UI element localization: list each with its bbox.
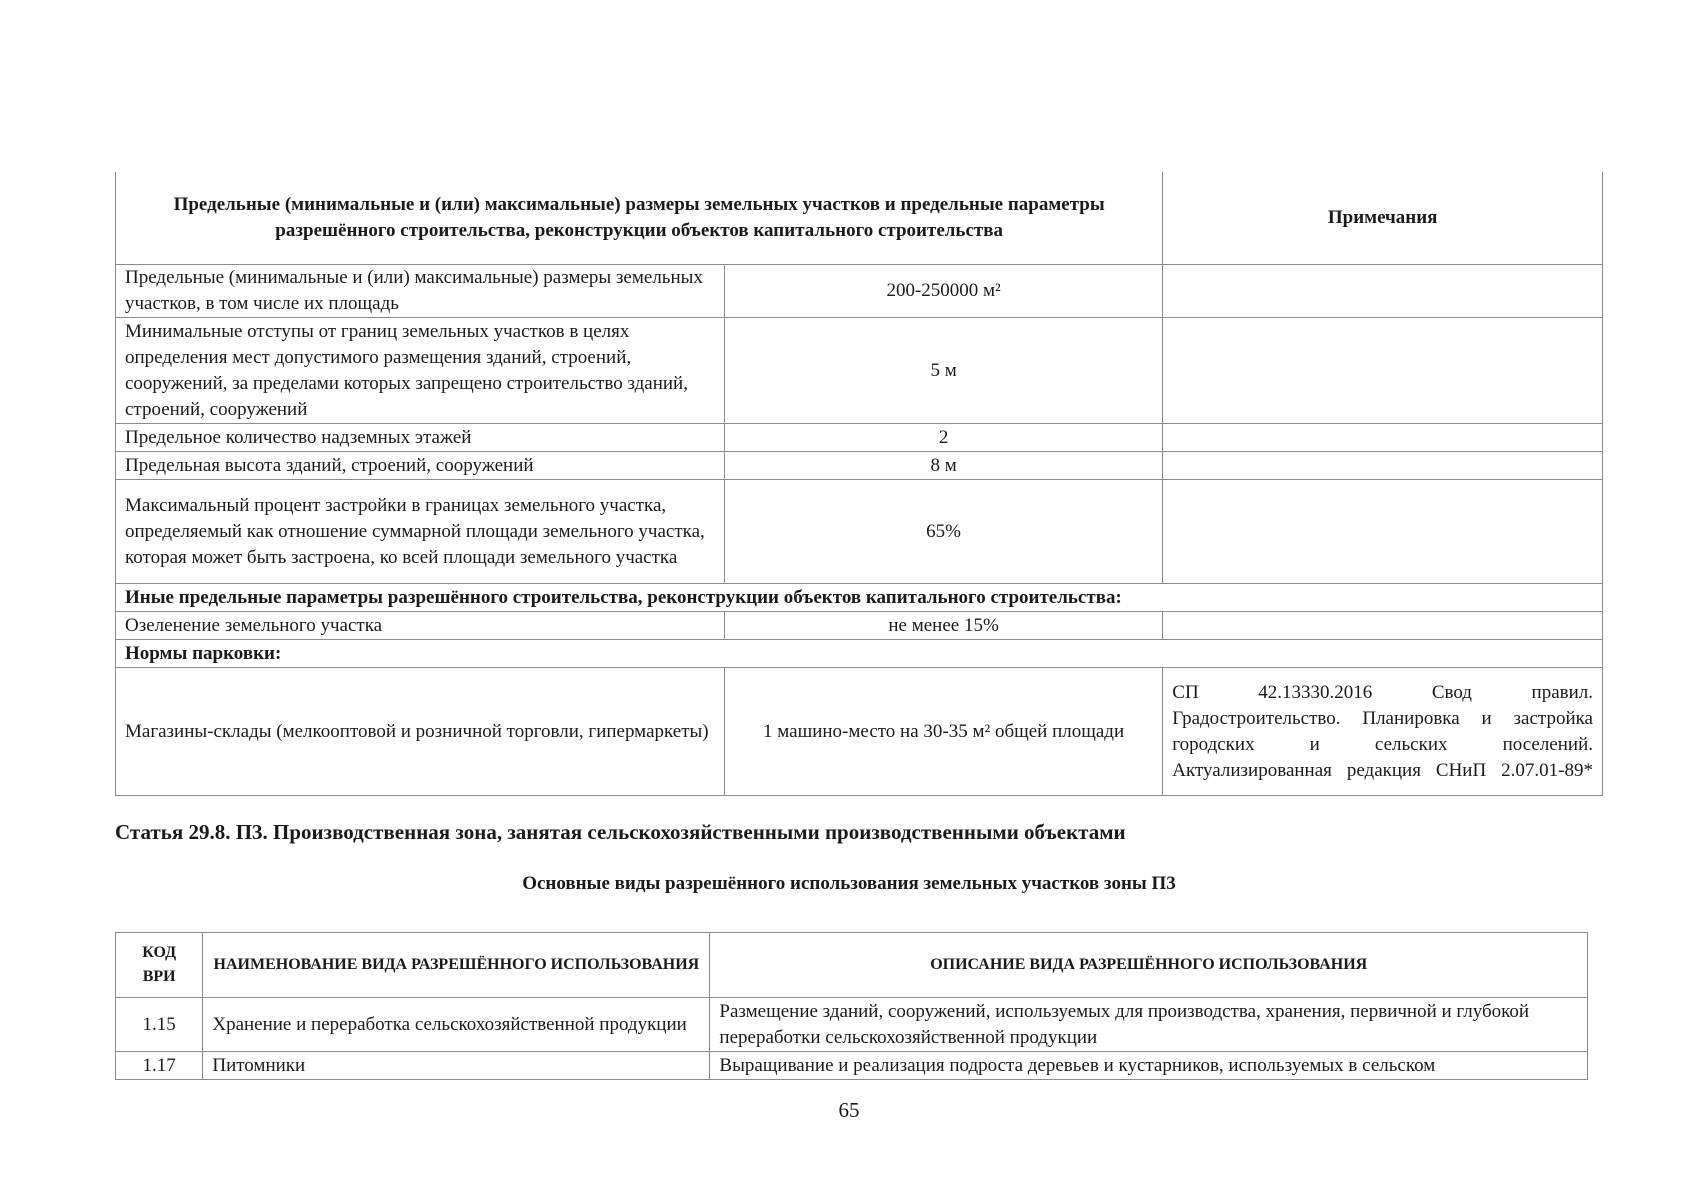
parking-heading: Нормы парковки: — [116, 640, 1603, 668]
row-label: Предельное количество надземных этажей — [116, 424, 725, 452]
row-value: 200-250000 м² — [724, 265, 1162, 318]
other-params-heading: Иные предельные параметры разрешённого строительства, реконструкции объектов капитального строительства: — [116, 584, 1603, 612]
table-row — [116, 612, 1603, 640]
row-note — [1163, 452, 1603, 480]
row-code: 1.17 — [116, 1052, 203, 1080]
row-note — [1163, 318, 1603, 424]
header-main-cell: Предельные (минимальные и (или) максимальные) размеры земельных участков и предельные параметры разрешённого строительства, реконструкции объектов капитального строительства — [116, 172, 1163, 265]
row-note — [1163, 612, 1603, 640]
row-value: 2 — [724, 424, 1162, 452]
header-code-cell: КОД ВРИ — [116, 933, 203, 998]
table-header-row — [116, 933, 1588, 998]
table-row — [116, 668, 1603, 796]
row-label: Минимальные отступы от границ земельных участков в целях определения мест допустимого размещения зданий, строений, сооружений, за пределами которых запрещено строительство зданий, строений, сооружений — [116, 318, 725, 424]
table-header-row — [116, 172, 1603, 265]
table-row — [116, 452, 1603, 480]
header-notes-cell: Примечания — [1163, 172, 1603, 265]
header-name-cell: НАИМЕНОВАНИЕ ВИДА РАЗРЕШЁННОГО ИСПОЛЬЗОВАНИЯ — [203, 933, 710, 998]
table-row — [116, 1052, 1588, 1080]
row-value: 5 м — [724, 318, 1162, 424]
row-label: Предельная высота зданий, строений, сооружений — [116, 452, 725, 480]
row-label: Максимальный процент застройки в границах земельного участка, определяемый как отношение суммарной площади земельного участка, которая может быть застроена, ко всей площади земельного участка — [116, 480, 725, 584]
row-description: Размещение зданий, сооружений, используемых для производства, хранения, первичной и глубокой переработки сельскохозяйственной продукции — [710, 998, 1588, 1052]
row-description: Выращивание и реализация подроста деревьев и кустарников, используемых в сельском — [710, 1052, 1588, 1080]
row-label: Предельные (минимальные и (или) максимальные) размеры земельных участков, в том числе их площадь — [116, 265, 725, 318]
row-label: Озеленение земельного участка — [116, 612, 725, 640]
row-note — [1163, 424, 1603, 452]
section-title: Статья 29.8. П3. Производственная зона, занятая сельскохозяйственными производственными объектами — [115, 820, 1126, 844]
table-row — [116, 584, 1603, 612]
row-value: 8 м — [724, 452, 1162, 480]
table-row — [116, 640, 1603, 668]
subsection-title: Основные виды разрешённого использования земельных участков зоны П3 — [522, 873, 1176, 894]
row-value: не менее 15% — [724, 612, 1162, 640]
row-code: 1.15 — [116, 998, 203, 1052]
row-note — [1163, 480, 1603, 584]
limits-table — [115, 172, 1603, 796]
table-row — [116, 265, 1603, 318]
table-row — [116, 424, 1603, 452]
header-description-cell: ОПИСАНИЕ ВИДА РАЗРЕШЁННОГО ИСПОЛЬЗОВАНИЯ — [710, 933, 1588, 998]
row-label: Магазины-склады (мелкооптовой и розничной торговли, гипермаркеты) — [116, 668, 725, 796]
page-number: 65 — [838, 1098, 860, 1122]
row-name: Питомники — [203, 1052, 710, 1080]
row-value: 1 машино-место на 30-35 м² общей площади — [724, 668, 1162, 796]
row-name: Хранение и переработка сельскохозяйственной продукции — [203, 998, 710, 1052]
row-value: 65% — [724, 480, 1162, 584]
land-use-table — [115, 932, 1588, 1080]
table-row — [116, 998, 1588, 1052]
row-note — [1163, 265, 1603, 318]
row-note: СП 42.13330.2016 Свод правил. Градостроительство. Планировка и застройка городских и сельских поселений. Актуализированная редакция СНиП 2.07.01-89* — [1163, 668, 1603, 796]
table-row — [116, 480, 1603, 584]
table-row — [116, 318, 1603, 424]
